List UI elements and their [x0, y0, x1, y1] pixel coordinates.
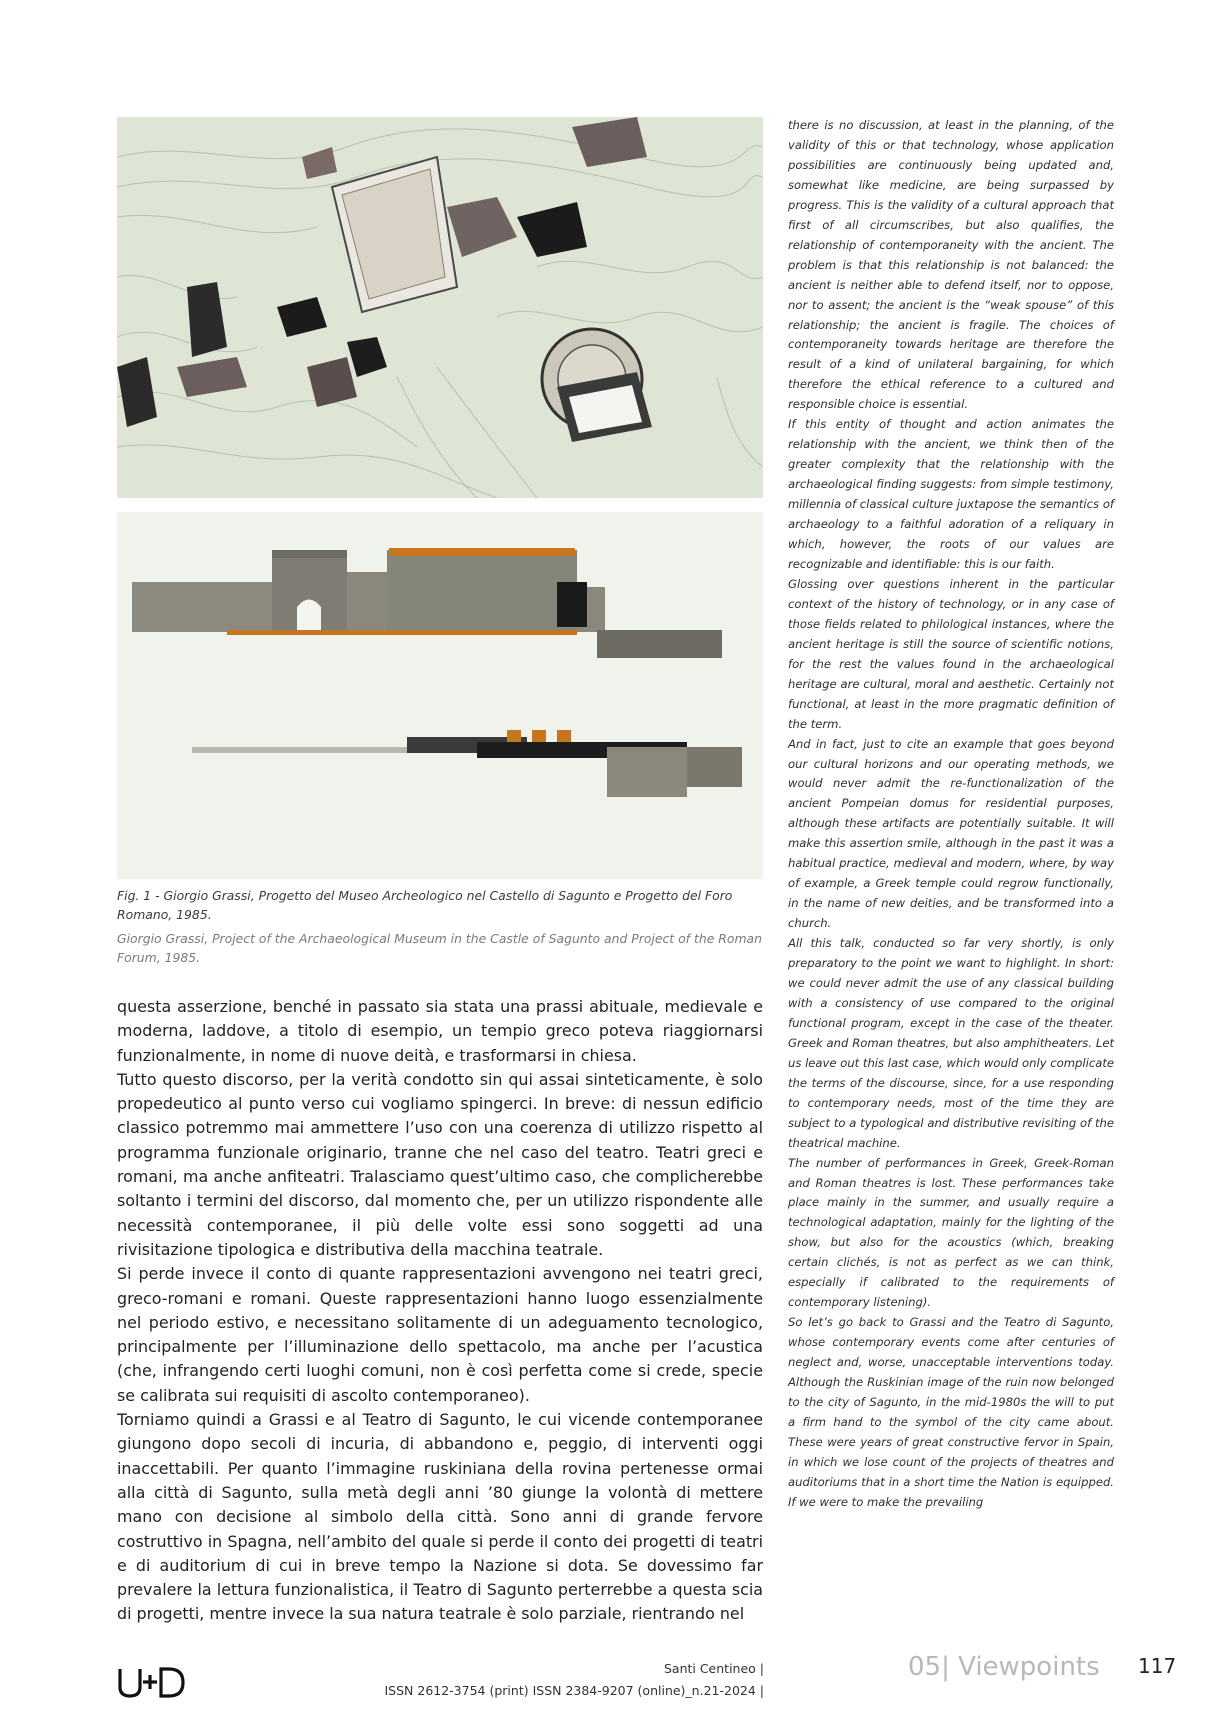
figure-site-plan: [117, 117, 763, 498]
figure-elevation: [117, 512, 763, 879]
section-title: 05| Viewpoints: [908, 1652, 1100, 1682]
italian-paragraph: Torniamo quindi a Grassi e al Teatro di Sagunto, le cui vicende contemporanee giungono dopo secoli di incuria, di abbandono e, peggio, di interventi oggi inaccettabili. Per quanto l’immagine ruskiniana della rovina pertenesse ormai alla città di Sagunto, sulla metà degli anni ’80 giunge la volontà di mettere mano con decisione al simbolo della città. Sono anni di grande fervore costruttivo in Spagna, nell’ambito del quale si perde il conto dei progetti di teatri e di auditorium di cui in breve tempo la Nazione si dota. Se dovessimo far prevalere la lettura funzionalistica, il Teatro di Sagunto perterrebbe a questa scia di progetti, mentre invece la sua natura teatrale è solo parziale, rientrando nel: [117, 1410, 763, 1624]
english-paragraph: All this talk, conducted so far very shortly, is only preparatory to the point we want to highlight. In short: we could never admit the use of any classical building with a consistency of use compared to the original functional program, except in the case of the theater. Greek and Roman theatres, but also amphitheaters. Let us leave out this last case, which would only complicate the terms of the discourse, since, for a use responding to contemporary needs, most of the time they are subject to a typological and distributive revisiting of the theatrical machine.: [788, 936, 1114, 1150]
caption-english: Giorgio Grassi, Project of the Archaeological Museum in the Castle of Sagunto and Project of the Roman Forum, 1985.: [117, 931, 762, 965]
footer-author: Santi Centineo |: [663, 1661, 764, 1676]
journal-logo: [117, 1665, 187, 1699]
u-plus-d-logo-icon: [117, 1665, 187, 1699]
footer-issn: ISSN 2612-3754 (print) ISSN 2384-9207 (online)_n.21-2024 |: [384, 1683, 764, 1698]
english-column-text: [788, 116, 1114, 1513]
italian-paragraph: questa asserzione, benché in passato sia stata una prassi abituale, medievale e moderna, laddove, a titolo di esempio, un tempio greco poteva riaggiornarsi funzionalmente, in nome di nuove deità, e trasformarsi in chiesa.: [117, 997, 763, 1065]
english-paragraph: So let’s go back to Grassi and the Teatro di Sagunto, whose contemporary events come after centuries of neglect and, worse, unacceptable interventions today. Although the Ruskinian image of the ruin now belonged to the city of Sagunto, in the mid-1980s the will to put a firm hand to the symbol of the city came about. These were years of great constructive fervor in Spain, in which we lose count of the projects of theatres and auditoriums that in a short time the Nation is equipped. If we were to make the prevailing: [788, 1315, 1114, 1509]
italian-paragraph: Tutto questo discorso, per la verità condotto sin qui assai sinteticamente, è solo propedeutico al punto verso cui vogliamo spingerci. In breve: di nessun edificio classico potremmo mai ammettere l’uso con una coerenza di utilizzo rispetto al programma funzionale originario, tranne che nel caso del teatro. Teatri greci e romani, ma anche anfiteatri. Tralasciamo quest’ultimo caso, che complicherebbe soltanto i termini del discorso, dal momento che, per un utilizzo rispondente alle necessità contemporanee, il più delle volte essi sono soggetti ad una rivisitazione tipologica e distributiva della macchina teatrale.: [117, 1069, 763, 1259]
english-paragraph: The number of performances in Greek, Greek-Roman and Roman theatres is lost. These performances take place mainly in the summer, and usually require a technological adaptation, mainly for the lighting of the show, but also for the acoustics (which, breaking certain clichés, is not as perfect as we can think, especially if calibrated to the requirements of contemporary listening).: [788, 1155, 1114, 1310]
english-paragraph: And in fact, just to cite an example that goes beyond our cultural horizons and our operating methods, we would never admit the re-functionalization of the ancient Pompeian domus for residential purposes, although these artifacts are potentially suitable. It will make this assertion smile, although in the past it was a habitual practice, medieval and modern, where, by way of example, a Greek temple could regrow functionally, in the name of new deities, and be transformed into a church.: [788, 736, 1114, 931]
figure-caption: [117, 886, 767, 967]
italian-body-text: [117, 995, 763, 1627]
page-number: 117: [1138, 1654, 1177, 1678]
english-paragraph: there is no discussion, at least in the planning, of the validity of this or that technology, whose application possibilities are continuously being updated and, somewhat like medicine, are being surpassed by progress. This is the validity of a cultural approach that first of all circumscribes, but also qualifies, the relationship of contemporaneity with the ancient. The problem is that this relationship is not balanced: the ancient is neither able to defend itself, nor to oppose, nor to assent; the ancient is the “weak spouse” of this relationship; the ancient is fragile. The choices of contemporaneity towards heritage are therefore the result of a kind of unilateral bargaining, for which therefore the ethical reference to a cultured and responsible choice is essential.: [788, 118, 1114, 412]
english-paragraph: Glossing over questions inherent in the particular context of the history of technology, or in any case of those fields related to philological instances, where the ancient heritage is still the source of scientific notions, for the rest the values found in the archaeological heritage are cultural, moral and aesthetic. Certainly not functional, at least in the more pragmatic definition of the term.: [788, 576, 1114, 731]
italian-paragraph: Si perde invece il conto di quante rappresentazioni avvengono nei teatri greci, greco-romani e romani. Queste rappresentazioni hanno luogo essenzialmente nel periodo estivo, e necessitano solitamente di un adeguamento tecnologico, principalmente per l’illuminazione dello spettacolo, ma anche per l’acustica (che, infrangendo certi luoghi comuni, non è così perfetta come si crede, specie se calibrata sui requisiti di ascolto contemporaneo).: [117, 1264, 763, 1405]
caption-italian: Fig. 1 - Giorgio Grassi, Progetto del Museo Archeologico nel Castello di Sagunto e Progetto del Foro Romano, 1985.: [117, 888, 733, 922]
english-paragraph: If this entity of thought and action animates the relationship with the ancient, we think then of the greater complexity that the relationship with the archaeological finding suggests: from simple testimony, millennia of classical culture juxtapose the semantics of archaeology to a faithful adoration of a reliquary in which, however, the roots of our values are recognizable and identifiable: this is our faith.: [788, 417, 1114, 571]
